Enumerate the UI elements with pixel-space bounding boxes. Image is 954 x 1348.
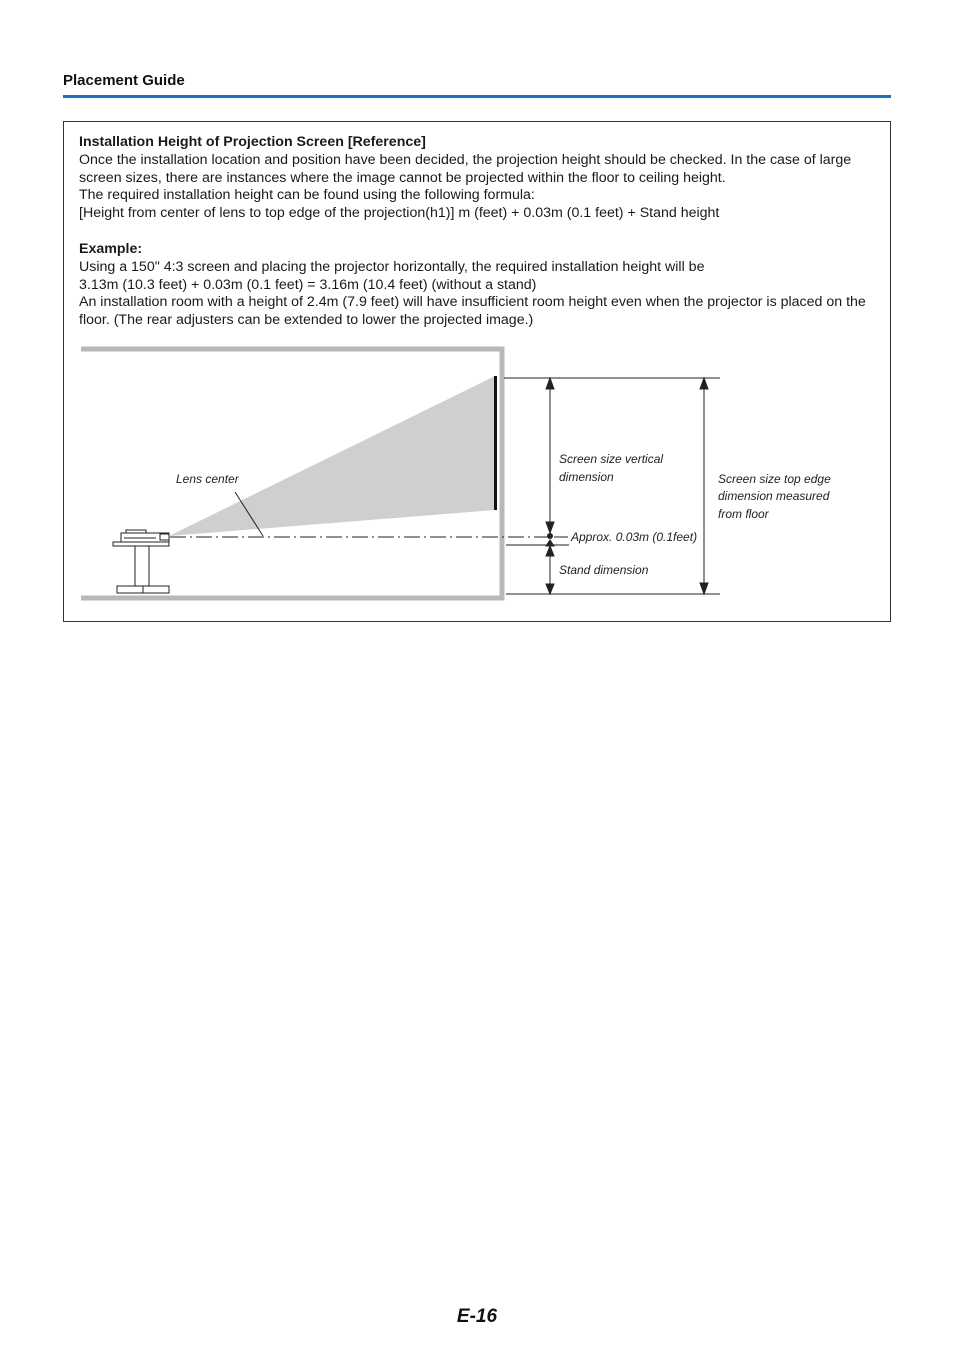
paragraph-formula-intro: The required installation height can be found using the following formula: [79, 187, 535, 204]
label-screen-vertical-2: dimension [559, 470, 614, 484]
label-lens-center: Lens center [176, 472, 239, 486]
approx-offset-marker [546, 534, 568, 547]
example-line-1: Using a 150" 4:3 screen and placing the projector horizontally, the required installation height will be [79, 258, 705, 275]
label-approx: Approx. 0.03m (0.1feet) [571, 530, 698, 544]
screen-vertical-dimension [546, 378, 554, 533]
label-stand-dimension: Stand dimension [559, 563, 649, 577]
label-top-edge-1: Screen size top edge [718, 472, 831, 486]
example-line-2: 3.13m (10.3 feet) + 0.03m (0.1 feet) = 3.16m (10.4 feet) (without a stand) [79, 276, 537, 293]
projection-screen [494, 376, 497, 510]
paragraph-intro: Once the installation location and position have been decided, the projection height should be checked. In the case of large screen sizes, there are instances where the image cannot be projected within the floor to ceiling height. [79, 151, 852, 186]
extension-lines [504, 378, 720, 594]
label-top-edge-2: dimension measured [718, 489, 830, 503]
title-rule [63, 95, 891, 98]
label-top-edge-3: from floor [718, 507, 769, 521]
section-title: Placement Guide [63, 72, 185, 89]
label-screen-vertical-1: Screen size vertical [559, 452, 664, 466]
stand-dimension [546, 546, 554, 594]
top-edge-dimension [700, 378, 708, 594]
box-heading: Installation Height of Projection Screen [Reference] [79, 134, 426, 150]
formula: [Height from center of lens to top edge of the projection(h1)] m (feet) + 0.03m (0.1 feet) + Stand height [79, 205, 720, 222]
example-heading: Example: [79, 240, 143, 257]
page-number: E-16 [456, 1306, 498, 1327]
example-line-3: An installation room with a height of 2.4m (7.9 feet) will have insufficient room height even when the projector is placed on the floor. (The rear adjusters can be extended to lower the projected image.) [79, 294, 866, 329]
projection-beam [169, 376, 495, 536]
reference-box [63, 121, 891, 622]
projector-stand [113, 542, 169, 593]
projector [121, 530, 169, 542]
installation-diagram [64, 122, 890, 621]
